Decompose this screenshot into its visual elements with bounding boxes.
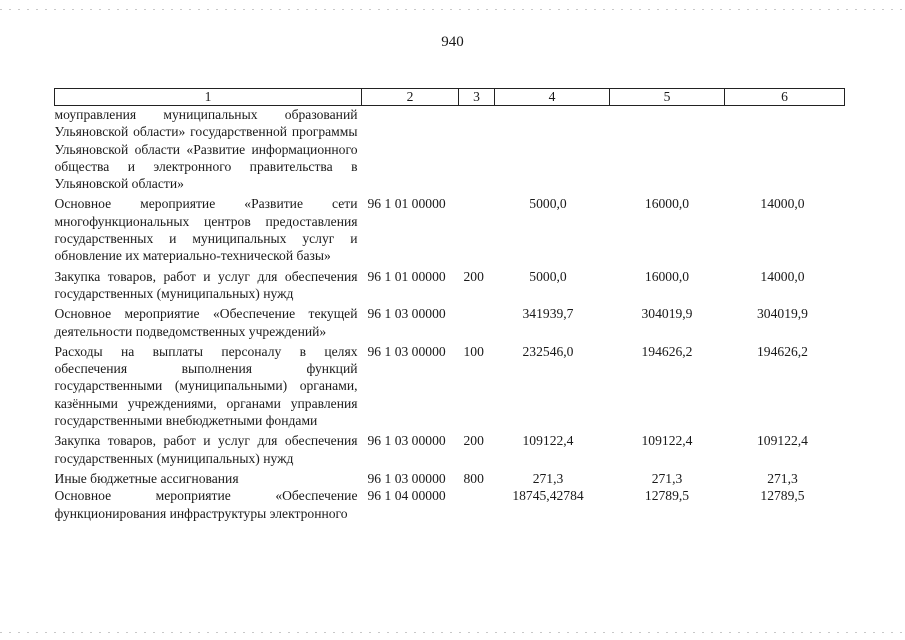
row-value-col4: 271,3 [532, 470, 564, 486]
row-name: моуправления муниципальных образований Ульяновской области» государственной программы Ульяновской области «Развитие информационного общества и электронного правительства в Ульяновской области» [54, 107, 358, 192]
row-value-col4: 232546,0 [522, 343, 574, 359]
row-value-col5 [610, 106, 725, 193]
row-code: 96 1 01 00000 [367, 196, 446, 212]
row-value-col4 [495, 106, 610, 193]
row-expense-type [459, 106, 495, 193]
header-col-1: 1 [55, 89, 362, 106]
row-value-col6: 12789,5 [760, 488, 805, 504]
header-col-6: 6 [725, 89, 845, 106]
row-value-col5: 304019,9 [641, 306, 693, 322]
scan-edge-bottom [0, 632, 905, 633]
row-code: 96 1 01 00000 [367, 268, 446, 284]
row-value-col6: 14000,0 [760, 196, 805, 212]
header-col-3: 3 [459, 89, 495, 106]
row-value-col5: 16000,0 [644, 196, 690, 212]
row-value-col4: 5000,0 [529, 268, 567, 284]
header-col-4: 4 [495, 89, 610, 106]
row-value-col5: 194626,2 [641, 343, 693, 359]
header-col-2: 2 [362, 89, 459, 106]
row-expense-type [459, 192, 495, 264]
table-row [55, 467, 845, 487]
row-name: Основное мероприятие «Обеспечение текущей деятельности подведомственных учреждений» [54, 306, 358, 339]
budget-table [54, 88, 845, 522]
row-value-col4: 341939,7 [522, 306, 574, 322]
row-expense-type: 800 [463, 470, 484, 486]
row-value-col6: 14000,0 [760, 268, 805, 284]
row-name: Иные бюджетные ассигнования [54, 470, 239, 486]
row-value-col6: 271,3 [767, 470, 798, 486]
scan-edge-top [0, 9, 905, 10]
row-name: Закупка товаров, работ и услуг для обеспечения государственных (муниципальных) нужд [54, 433, 358, 466]
row-value-col5: 109122,4 [641, 433, 693, 449]
row-code [362, 106, 459, 193]
table-row [55, 106, 845, 193]
row-expense-type: 100 [463, 343, 484, 359]
row-expense-type: 200 [463, 433, 484, 449]
page-number: 940 [441, 34, 464, 50]
header-row [55, 89, 845, 106]
table-row [55, 340, 845, 429]
table-row [55, 265, 845, 303]
row-code: 96 1 03 00000 [367, 306, 446, 322]
row-name: Основное мероприятие «Обеспечение функционирования инфраструктуры электронного [54, 488, 358, 521]
table-row [55, 429, 845, 467]
row-code: 96 1 03 00000 [367, 433, 446, 449]
table-row [55, 192, 845, 264]
row-name: Расходы на выплаты персоналу в целях обеспечения выполнения функций государственными (муниципальными) органами, казёнными учреждениями, органами управления государственными внебюджетными фондами [54, 343, 358, 429]
row-expense-type [459, 302, 495, 340]
row-name: Закупка товаров, работ и услуг для обеспечения государственных (муниципальных) нужд [54, 268, 358, 301]
budget-table-container [54, 88, 844, 522]
row-value-col6 [725, 106, 845, 193]
table-header [55, 89, 845, 106]
row-expense-type [459, 487, 495, 522]
row-value-col6: 109122,4 [757, 433, 808, 449]
row-expense-type: 200 [463, 268, 484, 284]
row-code: 96 1 03 00000 [367, 343, 446, 359]
table-row [55, 487, 845, 522]
row-value-col6: 194626,2 [757, 343, 808, 359]
row-value-col4: 18745,42784 [512, 488, 584, 504]
table-row [55, 302, 845, 340]
header-col-5: 5 [610, 89, 725, 106]
row-value-col4: 109122,4 [522, 433, 574, 449]
row-code: 96 1 04 00000 [367, 488, 446, 504]
row-code: 96 1 03 00000 [367, 470, 446, 486]
row-value-col5: 12789,5 [644, 488, 690, 504]
row-value-col6: 304019,9 [757, 306, 808, 322]
table-body [55, 106, 845, 522]
row-value-col4: 5000,0 [529, 196, 567, 212]
row-value-col5: 271,3 [651, 470, 683, 486]
row-value-col5: 16000,0 [644, 268, 690, 284]
row-name: Основное мероприятие «Развитие сети многофункциональных центров предоставления государственных и муниципальных услуг и обновление их материально-технической базы» [54, 196, 358, 264]
